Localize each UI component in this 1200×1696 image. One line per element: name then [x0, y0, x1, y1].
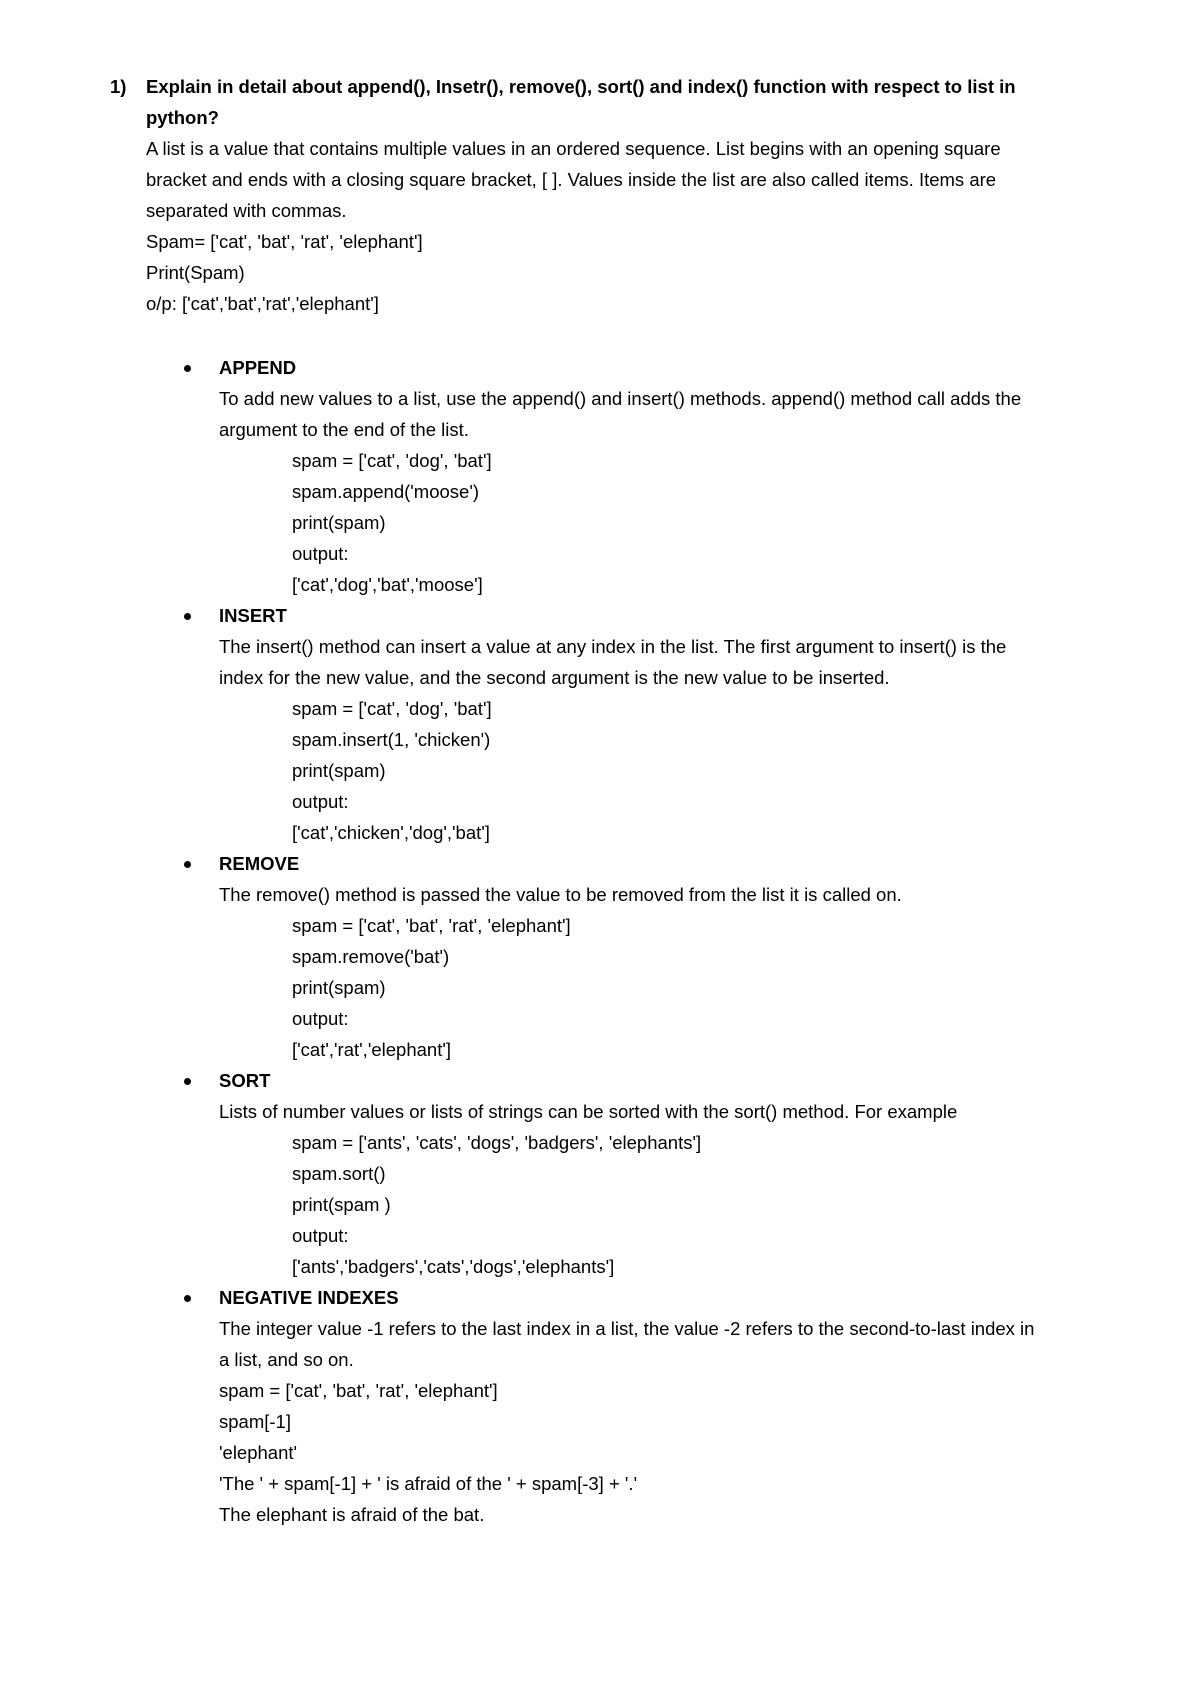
bullet-icon — [184, 1078, 191, 1085]
section-desc-line: The remove() method is passed the value to be removed from the list it is called on. — [219, 884, 902, 905]
intro-output-line: o/p: ['cat','bat','rat','elephant'] — [146, 293, 379, 314]
section-desc-line: The insert() method can insert a value at any index in the list. The first argument to insert() is the — [219, 636, 1007, 657]
code-line: output: — [292, 1225, 349, 1246]
code-line: print(spam) — [292, 760, 386, 781]
intro-line: separated with commas. — [146, 200, 347, 221]
section-desc-line: To add new values to a list, use the append() and insert() methods. append() method call adds the — [219, 388, 1022, 409]
code-line: 'elephant' — [219, 1442, 298, 1463]
section-desc-line: argument to the end of the list. — [219, 419, 469, 440]
bullet-icon — [184, 861, 191, 868]
intro-code-line: Spam= ['cat', 'bat', 'rat', 'elephant'] — [146, 231, 423, 252]
code-line: print(spam ) — [292, 1194, 391, 1215]
code-line: spam = ['cat', 'bat', 'rat', 'elephant'] — [219, 1380, 498, 1401]
code-line: output: — [292, 543, 349, 564]
bullet-icon — [184, 613, 191, 620]
bullet-icon — [184, 365, 191, 372]
question-title-line-1: Explain in detail about append(), Insetr(), remove(), sort() and index() function with respect to list in — [146, 76, 1016, 97]
code-line: ['ants','badgers','cats','dogs','elephants'] — [292, 1256, 615, 1277]
code-line: ['cat','dog','bat','moose'] — [292, 574, 483, 595]
code-line: spam[-1] — [219, 1411, 291, 1432]
code-line: ['cat','rat','elephant'] — [292, 1039, 452, 1060]
code-line: spam.sort() — [292, 1163, 386, 1184]
section-heading-insert: INSERT — [219, 605, 287, 626]
section-heading-sort: SORT — [219, 1070, 271, 1091]
section-desc-line: The integer value -1 refers to the last index in a list, the value -2 refers to the second-to-last index in — [219, 1318, 1035, 1339]
code-line: spam = ['cat', 'bat', 'rat', 'elephant'] — [292, 915, 571, 936]
code-line: The elephant is afraid of the bat. — [219, 1504, 485, 1525]
intro-line: A list is a value that contains multiple values in an ordered sequence. List begins with an opening square — [146, 138, 1001, 159]
code-line: ['cat','chicken','dog','bat'] — [292, 822, 490, 843]
code-line: spam = ['cat', 'dog', 'bat'] — [292, 450, 492, 471]
section-desc-line: Lists of number values or lists of strings can be sorted with the sort() method. For example — [219, 1101, 958, 1122]
code-line: spam = ['ants', 'cats', 'dogs', 'badgers', 'elephants'] — [292, 1132, 702, 1153]
bullet-icon — [184, 1295, 191, 1302]
code-line: output: — [292, 791, 349, 812]
code-line: spam.remove('bat') — [292, 946, 450, 967]
intro-line: bracket and ends with a closing square bracket, [ ]. Values inside the list are also called items. Items are — [146, 169, 997, 190]
question-title-line-2: python? — [146, 107, 219, 128]
question-number: 1) — [110, 76, 127, 97]
section-desc-line: index for the new value, and the second argument is the new value to be inserted. — [219, 667, 890, 688]
code-line: output: — [292, 1008, 349, 1029]
code-line: spam.append('moose') — [292, 481, 480, 502]
code-line: print(spam) — [292, 977, 386, 998]
code-line: 'The ' + spam[-1] + ' is afraid of the ' + spam[-3] + '.' — [219, 1473, 638, 1494]
section-heading-remove: REMOVE — [219, 853, 300, 874]
code-line: print(spam) — [292, 512, 386, 533]
code-line: spam = ['cat', 'dog', 'bat'] — [292, 698, 492, 719]
intro-code-line: Print(Spam) — [146, 262, 245, 283]
section-heading-append: APPEND — [219, 357, 297, 378]
code-line: spam.insert(1, 'chicken') — [292, 729, 491, 750]
section-heading-negative-indexes: NEGATIVE INDEXES — [219, 1287, 399, 1308]
section-desc-line: a list, and so on. — [219, 1349, 354, 1370]
